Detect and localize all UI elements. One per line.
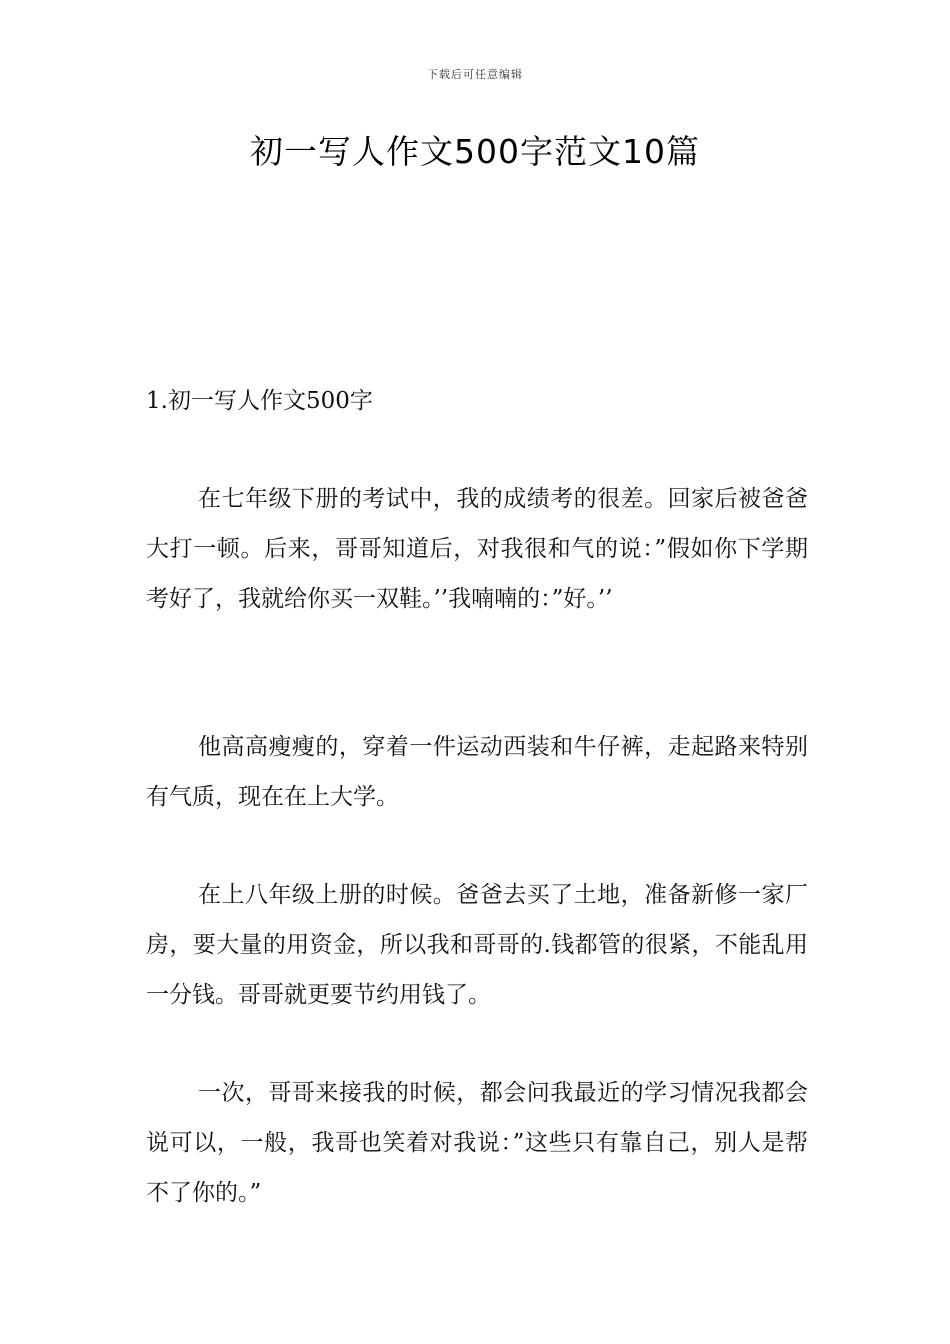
paragraph-1: 在七年级下册的考试中，我的成绩考的很差。回家后被爸爸大打一顿。后来，哥哥知道后，对我很和气的说：”假如你下学期考好了，我就给你买一双鞋。’’我喃喃的：”好。’’ (146, 486, 808, 612)
document-title: 初一写人作文500字范文10篇 (250, 132, 700, 171)
section-heading: 1.初一写人作文500字 (146, 388, 373, 414)
paragraph-3: 在上八年级上册的时候。爸爸去买了土地，准备新修一家厂房，要大量的用资金，所以我和哥哥的.钱都管的很紧，不能乱用一分钱。哥哥就更要节约用钱了。 (146, 882, 808, 1008)
header-note: 下载后可任意编辑 (427, 68, 523, 81)
paragraph-4: 一次，哥哥来接我的时候，都会问我最近的学习情况我都会说可以，一般，我哥也笑着对我说：”这些只有靠自己，别人是帮不了你的。” (146, 1080, 808, 1206)
paragraph-2: 他高高瘦瘦的，穿着一件运动西装和牛仔裤，走起路来特别有气质，现在在上大学。 (146, 734, 808, 810)
